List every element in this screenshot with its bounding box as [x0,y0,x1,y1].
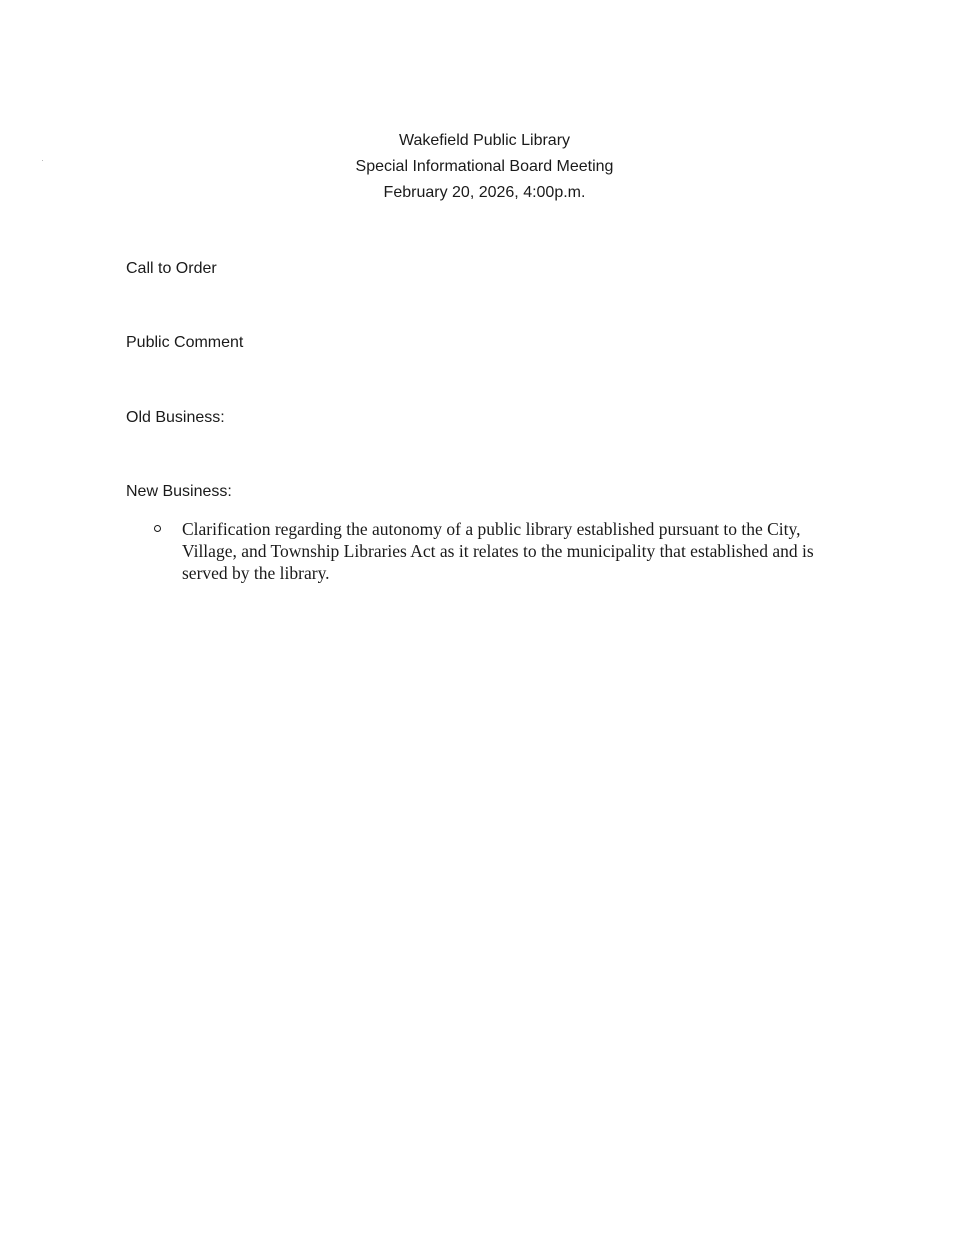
agenda-item-public-comment: Public Comment [126,334,244,351]
agenda-item-new-business: New Business: [126,483,232,500]
meeting-date-time: February 20, 2026, 4:00p.m. [383,184,586,201]
organization-name: Wakefield Public Library [398,132,571,149]
hollow-bullet-icon [154,525,161,532]
list-item [152,518,852,584]
agenda-item-old-business: Old Business: [126,409,225,426]
new-business-list [152,518,852,584]
meeting-type: Special Informational Board Meeting [355,158,614,175]
agenda-item-call-to-order: Call to Order [126,260,217,277]
agenda-header [0,128,969,206]
new-business-item-text: Clarification regarding the autonomy of a public library established pursuant to the City, Village, and Township Libraries Act as it relates to the municipality that established and is served by the library. [182,519,814,583]
